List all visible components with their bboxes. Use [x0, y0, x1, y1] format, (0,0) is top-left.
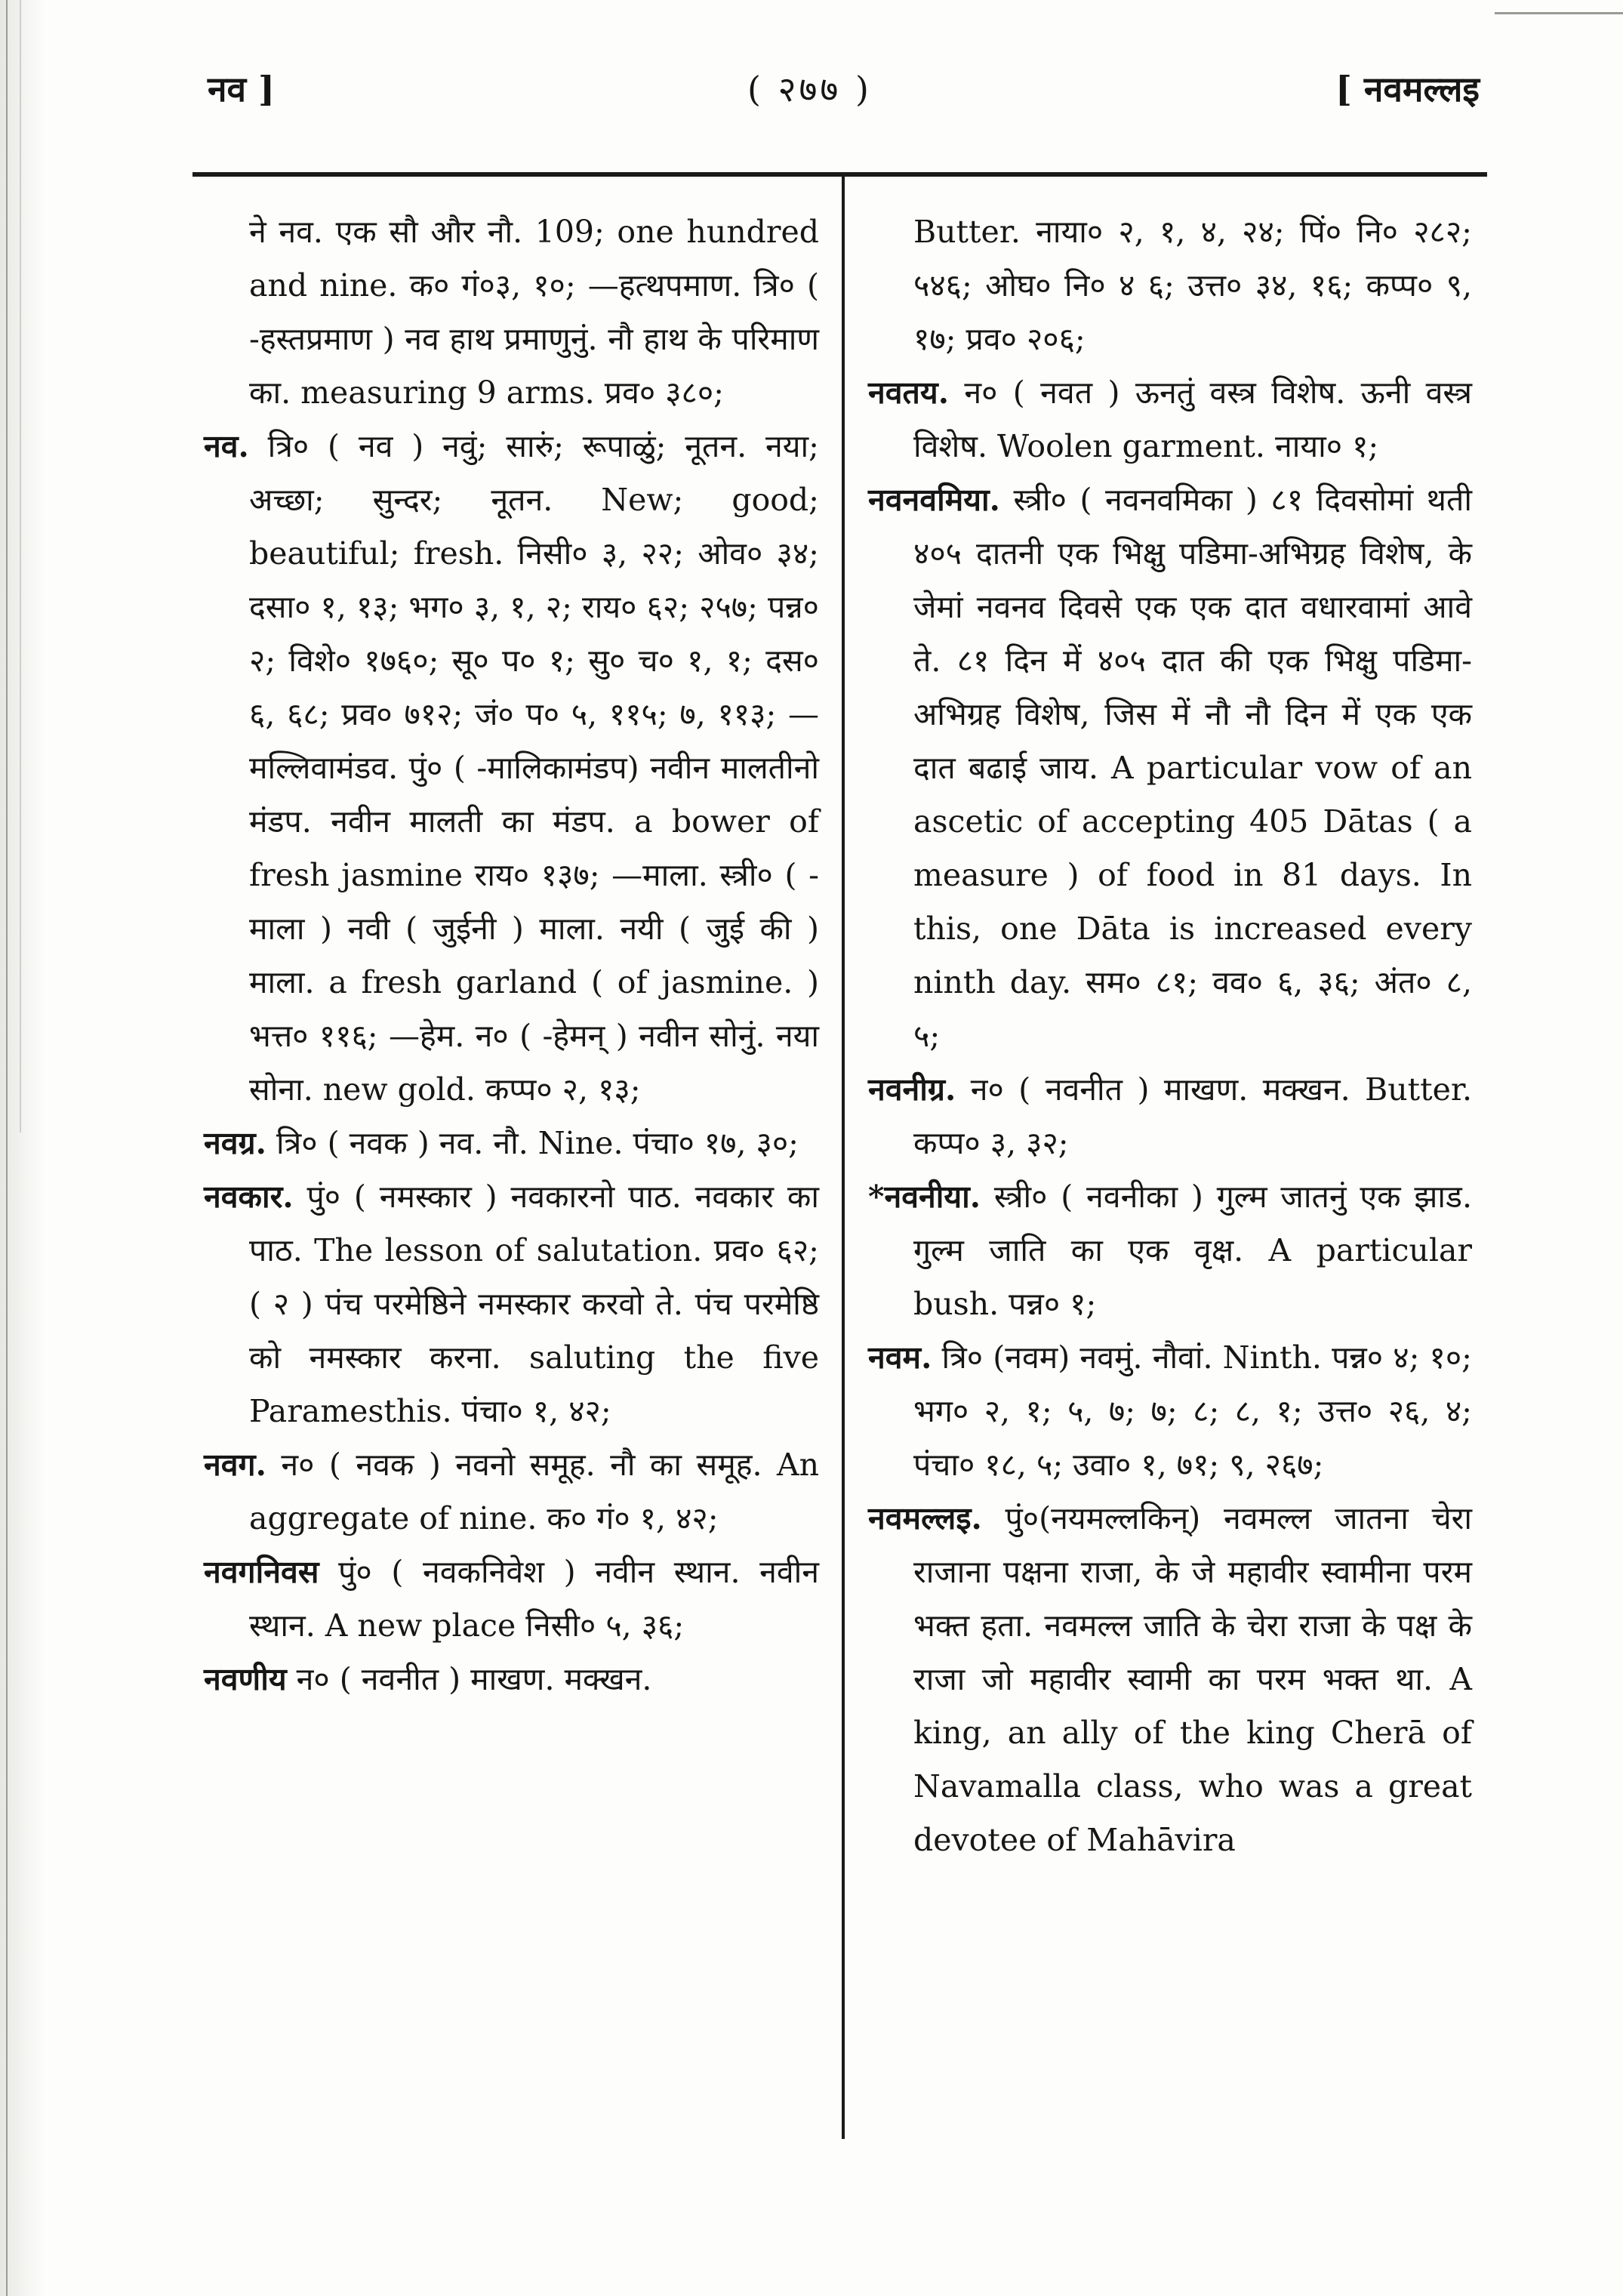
entry-definition: पुं० ( नमस्कार ) नवकारनो पाठ. नवकार का पाठ. The lesson of salutation. प्रव० ६२; ( २ ) पंच परमेष्ठिने नमस्कार करवो ते. पंच परमेष्ठि को नमस्कार करना. saluting the five Paramesthis. पंचा० १, ४२; [249, 1179, 819, 1429]
entry-definition: न० ( नवत ) ऊनतुं वस्त्र विशेष. ऊनी वस्त्र विशेष. Woolen garment. नाया० १; [913, 374, 1472, 464]
dictionary-entry [204, 1117, 819, 1170]
dictionary-entry [868, 366, 1472, 473]
entry-headword: नवग. [204, 1447, 266, 1483]
entry-definition: Butter. नाया० २, १, ४, २४; पिं० नि० २८२; ५४६; ओघ० नि० ४ ६; उत्त० ३४, १६; कप्प० ९, १७; प्रव० २०६; [913, 214, 1472, 357]
header-right-guideword: [ नवमल्लइ [1335, 69, 1480, 109]
dictionary-entry [868, 473, 1472, 1063]
dictionary-entry [868, 205, 1472, 366]
dictionary-entry [868, 1331, 1472, 1492]
page-number: ( २७७ ) [747, 69, 872, 109]
scan-corner-mark [1495, 12, 1623, 14]
dictionary-entry [868, 1063, 1472, 1170]
column-divider [842, 172, 845, 2139]
entry-definition: त्रि० (नवम) नवमुं. नौवां. Ninth. पन्न० ४; १०; भग० २, १; ५, ७; ७; ८; ८, १; उत्त० २६, ४; पंचा० १८, ५; उवा० १, ७१; ९, २६७; [913, 1339, 1472, 1483]
entry-headword: नवम. [868, 1339, 932, 1376]
entry-definition: न० ( नवनीत ) माखण. मक्खन. Butter. कप्प० ३, ३२; [913, 1071, 1472, 1161]
entry-definition: ने नव. एक सौ और नौ. 109; one hundred and nine. क० गं०३, १०; —हत्थपमाण. त्रि० ( -हस्तप्रमाण ) नव हाथ प्रमाणुनुं. नौ हाथ के परिमाण का. measuring 9 arms. प्रव० ३८०; [249, 214, 819, 411]
entry-headword: *नवनीया. [868, 1179, 981, 1215]
entry-headword: नवमल्लइ. [868, 1500, 982, 1536]
entry-definition: पुं० ( नवकनिवेश ) नवीन स्थान. नवीन स्थान. A new place निसी० ५, ३६; [249, 1554, 819, 1644]
dictionary-entry [204, 1438, 819, 1546]
dictionary-entry [204, 420, 819, 1117]
entry-headword: नवनवमिया. [868, 482, 1000, 518]
entry-definition: न० ( नवक ) नवनो समूह. नौ का समूह. An aggregate of nine. क० गं० १, ४२; [249, 1447, 819, 1536]
entry-definition: त्रि० ( नवक ) नव. नौ. Nine. पंचा० १७, ३०; [276, 1125, 799, 1161]
entry-definition: स्त्री० ( नवनवमिका ) ८१ दिवसोमां थती ४०५ दातनी एक भिक्षु पडिमा-अभिग्रह विशेष, के जेमां नवनव दिवसे एक एक दात वधारवामां आवे ते. ८१ दिन में ४०५ दात की एक भिक्षु पडिमा-अभिग्रह विशेष, जिस में नौ नौ दिन में एक एक दात बढाई जाय. A particular vow of an ascetic of accepting 405 Dātas ( a measure ) of food in 81 days. In this, one Dāta is increased every ninth day. सम० ८१; वव० ६, ३६; अंत० ८, ५; [913, 482, 1472, 1054]
entry-definition: त्रि० ( नव ) नवुं; सारुं; रूपाळुं; नूतन. नया; अच्छा; सुन्दर; नूतन. New; good; beautiful; fresh. निसी० ३, २२; ओव० ३४; दसा० १, १३; भग० ३, १, २; राय० ६२; २५७; पन्न० २; विशे० १७६०; सू० प० १; सु० च० १, १; दस० ६, ६८; प्रव० ७१२; जं० प० ५, ११५; ७, ११३; —मल्लिवामंडव. पुं० ( -मालिकामंडप) नवीन मालतीनो मंडप. नवीन मालती का मंडप. a bower of fresh jasmine राय० १३७; —माला. स्त्री० ( -माला ) नवी ( जुईनी ) माला. नयी ( जुई की ) माला. a fresh garland ( of jasmine. ) भत्त० ११६; —हेम. न० ( -हेमन् ) नवीन सोनुं. नया सोना. new gold. कप्प० २, १३; [249, 428, 819, 1108]
right-column [868, 205, 1472, 1867]
header-rule [192, 172, 1487, 177]
dictionary-entry [868, 1492, 1472, 1867]
dictionary-entry [204, 1546, 819, 1653]
entry-headword: नव. [204, 428, 249, 464]
header-left-guideword: नव ] [208, 69, 275, 109]
scan-edge-line [20, 0, 21, 1133]
left-column [204, 205, 819, 1706]
entry-headword: नवगनिवस [204, 1554, 319, 1590]
dictionary-entry [868, 1170, 1472, 1331]
entry-definition: न० ( नवनीत ) माखण. मक्खन. [296, 1661, 652, 1697]
entry-headword: नवणीय [204, 1661, 287, 1697]
dictionary-entry [204, 1170, 819, 1438]
entry-definition: पुं०(नयमल्लकिन्) नवमल्ल जातना चेरा राजाना पक्षना राजा, के जे महावीर स्वामीना परम भक्त हता. नवमल्ल जाति के चेरा राजा के पक्ष के राजा जो महावीर स्वामी का परम भक्त था. A king, an ally of the king Cherā of Navamalla class, who was a great devotee of Mahāvira [913, 1500, 1472, 1858]
dictionary-entry [204, 1653, 819, 1706]
entry-definition: स्त्री० ( नवनीका ) गुल्म जातनुं एक झाड. गुल्म जाति का एक वृक्ष. A particular bush. पन्न० १; [913, 1179, 1472, 1322]
entry-headword: नवतय. [868, 374, 949, 411]
scan-edge-line [6, 0, 8, 2296]
entry-headword: नवकार. [204, 1179, 294, 1215]
entry-headword: नवग्र. [204, 1125, 266, 1161]
entry-headword: नवनीग्र. [868, 1071, 956, 1108]
dictionary-entry [204, 205, 819, 420]
